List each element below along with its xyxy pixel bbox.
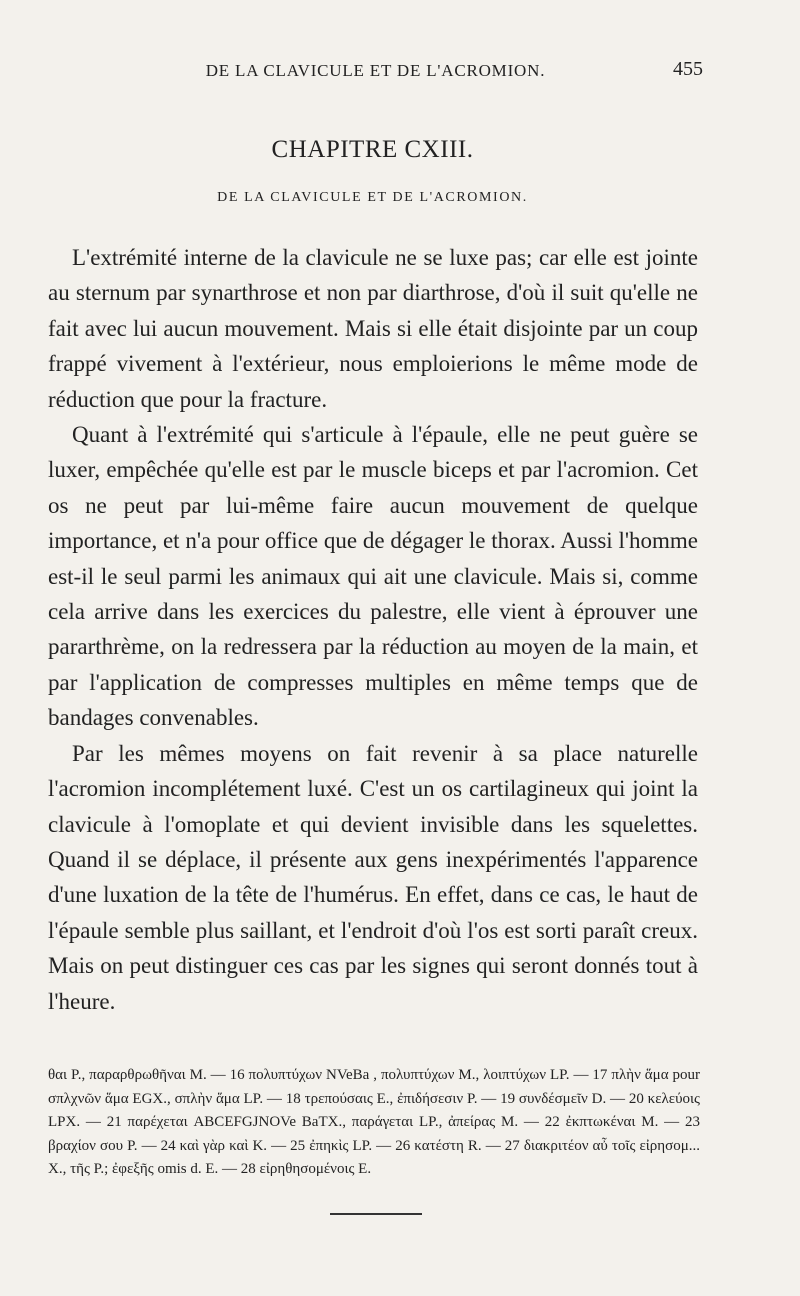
page-number: 455 bbox=[673, 58, 703, 80]
footnote-rule bbox=[330, 1213, 422, 1215]
paragraph-2: Quant à l'extrémité qui s'articule à l'épaule, elle ne peut guère se luxer, empêchée qu'elle est par le muscle biceps et par l'acromion. Cet os ne peut par lui-même faire aucun mouvement de quelque importance, et n'a pour office que de dégager le thorax. Aussi l'homme est-il le seul parmi les animaux qui ait une clavicule. Mais si, comme cela arrive dans les exercices du palestre, elle vient à éprouver une pararthrème, on la redressera par la réduction au moyen de la main, et par l'application de compresses multiples en même temps que de bandages convenables. bbox=[48, 422, 698, 731]
paragraph-1: L'extrémité interne de la clavicule ne se luxe pas; car elle est jointe au sternum par synarthrose et non par diarthrose, d'où il suit qu'elle ne fait avec lui aucun mouvement. Mais si elle était disjointe par un coup frappé vivement à l'extérieur, nous emploierions le même mode de réduction que pour la fracture. bbox=[48, 245, 698, 412]
paragraph-3: Par les mêmes moyens on fait revenir à sa place naturelle l'acromion incomplétement luxé. C'est un os cartilagineux qui joint la clavicule à l'omoplate et qui devient invisible dans les squelettes. Quand il se déplace, il présente aux gens inexpérimentés l'apparence d'une luxation de la tête de l'humérus. En effet, dans ce cas, le haut de l'épaule semble plus saillant, et l'endroit d'où l'os est sorti paraît creux. Mais on peut distinguer ces cas par les signes qui seront donnés tout à l'heure. bbox=[48, 740, 698, 1014]
body-text bbox=[48, 240, 698, 1019]
chapter-title: CHAPITRE CXIII. bbox=[271, 136, 474, 163]
running-head bbox=[48, 58, 703, 88]
running-title: DE LA CLAVICULE ET DE L'ACROMION. bbox=[205, 61, 546, 80]
footnote-text: θαι P., παραρθρωθῆναι M. — 16 πολυπτύχων NVeBa , πολυπτύχων M., λοιπτύχων LP. — 17 πλὴν ἅμα pour σπλχνῶν ἅμα EGX., σπλὴν ἅμα LP. — 18 τρεπούσαις E., ἐπιδήσεσιν P. — 19 συνδέσμεῖν D. — 20 κελεύοις LPX. — 21 παρέχεται ABCEFGJNOVe BaTX., παράγεται LP., ἀπείρας M. — 22 ἐκπτωκέναι M. — 23 βραχίον σου P. — 24 καὶ γὰρ καὶ K. — 25 ἐπηκὶς LP. — 26 κατέστη R. — 27 διακριτέον αὖ τοῖς εἰρησομ... X., τῆς P.; ἐφεξῆς omis d. E. — 28 εἰρηθησομένοις E. bbox=[48, 1067, 700, 1178]
section-title: DE LA CLAVICULE ET DE L'ACROMION. bbox=[217, 190, 528, 205]
footnotes bbox=[48, 1064, 700, 1182]
